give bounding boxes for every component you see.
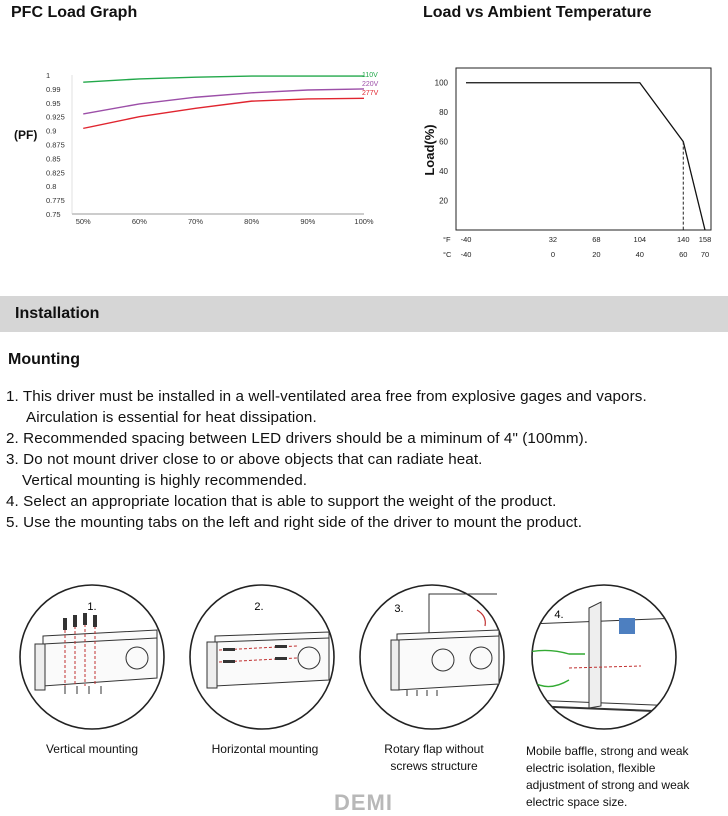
step-3: 3. Do not mount driver close to or above objects that can radiate heat. xyxy=(6,451,483,468)
derating-y-tick: 60 xyxy=(439,137,448,147)
pfc-x-tick: 100% xyxy=(354,217,374,226)
pfc-series-110v xyxy=(83,76,364,82)
pfc-x-tick: 60% xyxy=(131,217,147,226)
pfc-y-tick: 0.825 xyxy=(46,168,65,178)
pfc-y-axis-label: (PF) xyxy=(14,128,38,142)
derating-y-axis-label: Load(%) xyxy=(422,124,437,176)
demi-watermark: DEMI xyxy=(334,790,393,815)
celsius-tick: 0 xyxy=(550,250,555,259)
derating-load-line xyxy=(466,83,705,230)
fahrenheit-tick: 104 xyxy=(633,235,647,244)
vertical-mounting-illustration xyxy=(17,582,167,732)
rotary-flap-illustration xyxy=(357,582,507,732)
derating-chart xyxy=(410,60,728,265)
fahrenheit-tick: 140 xyxy=(677,235,690,244)
diagram-vertical-mounting xyxy=(17,582,167,732)
fahrenheit-tick: 32 xyxy=(548,235,558,244)
pfc-y-tick: 0.875 xyxy=(46,140,65,150)
celsius-tick: 20 xyxy=(592,250,601,259)
pfc-y-tick: 1 xyxy=(46,71,51,80)
fahrenheit-tick: -40 xyxy=(460,235,472,244)
step-1-cont: Airculation is essential for heat dissipation. xyxy=(26,409,317,426)
derating-y-tick: 20 xyxy=(439,196,448,206)
derating-plot-frame xyxy=(456,68,711,230)
pfc-x-tick: 80% xyxy=(244,217,260,226)
horizontal-mounting-illustration xyxy=(187,582,337,732)
step-5: 5. Use the mounting tabs on the left and right side of the driver to mount the product. xyxy=(6,514,583,531)
celsius-tick: -40 xyxy=(460,250,472,259)
derating-chart-title: Load vs Ambient Temperature xyxy=(423,4,652,21)
pfc-legend-110v: 110V xyxy=(362,72,378,79)
caption-vertical: Vertical mounting xyxy=(45,742,139,756)
diagram-3-number: 3. xyxy=(394,603,404,615)
pfc-y-tick: 0.85 xyxy=(46,154,61,164)
derating-y-tick: 80 xyxy=(439,108,448,118)
installation-band xyxy=(0,296,728,332)
derating-y-tick: 100 xyxy=(434,78,448,88)
pfc-y-tick: 0.925 xyxy=(46,112,65,122)
pfc-x-tick: 90% xyxy=(300,217,316,226)
diagram-mobile-baffle xyxy=(529,582,679,732)
pfc-y-tick: 0.775 xyxy=(46,196,65,206)
caption-horizontal: Horizontal mounting xyxy=(211,742,319,756)
derating-y-tick: 40 xyxy=(439,167,448,177)
diagram-2-number: 2. xyxy=(254,601,264,613)
pfc-y-tick: 0.95 xyxy=(46,98,61,108)
pfc-series-220v xyxy=(83,89,364,114)
caption-mobile-baffle: Mobile baffle, strong and weak electric isolation, flexible adjustment of strong and weak electric space size. xyxy=(526,744,690,809)
pfc-legend-220v: 220V xyxy=(362,81,379,88)
fahrenheit-row-label: °F xyxy=(443,235,451,244)
mounting-steps xyxy=(6,386,721,533)
installation-title: Installation xyxy=(15,305,100,322)
celsius-row-label: °C xyxy=(443,250,452,259)
pfc-x-tick: 50% xyxy=(75,217,91,226)
pfc-legend-277v: 277V xyxy=(362,90,379,97)
step-1: 1. This driver must be installed in a well-ventilated area free from explosive gages and vapors. xyxy=(6,388,647,405)
mounting-title: Mounting xyxy=(8,351,80,368)
diagram-rotary-flap xyxy=(357,582,507,732)
step-4: 4. Select an appropriate location that is able to support the weight of the product. xyxy=(6,493,557,510)
pfc-series-277v xyxy=(83,98,364,128)
celsius-tick: 60 xyxy=(679,250,688,259)
diagram-1-number: 1. xyxy=(87,601,97,613)
caption-rotary-flap: Rotary flap without screws structure xyxy=(384,742,484,773)
step-2: 2. Recommended spacing between LED drivers should be a miminum of 4" (100mm). xyxy=(6,430,589,447)
diagram-horizontal-mounting xyxy=(187,582,337,732)
mobile-baffle-illustration xyxy=(529,582,679,732)
fahrenheit-tick: 68 xyxy=(592,235,601,244)
pfc-x-tick: 70% xyxy=(188,217,204,226)
pfc-y-tick: 0.99 xyxy=(46,84,61,94)
pfc-chart-title: PFC Load Graph xyxy=(11,4,138,21)
fahrenheit-tick: 158 xyxy=(698,235,712,244)
pfc-chart xyxy=(40,66,380,236)
diagram-4-number: 4. xyxy=(554,609,564,621)
step-3-cont: Vertical mounting is highly recommended. xyxy=(22,472,308,489)
celsius-tick: 70 xyxy=(700,250,710,259)
celsius-tick: 40 xyxy=(635,250,644,259)
pfc-y-tick: 0.9 xyxy=(46,126,57,136)
pfc-y-tick: 0.8 xyxy=(46,182,57,192)
pfc-y-tick: 0.75 xyxy=(46,210,61,219)
